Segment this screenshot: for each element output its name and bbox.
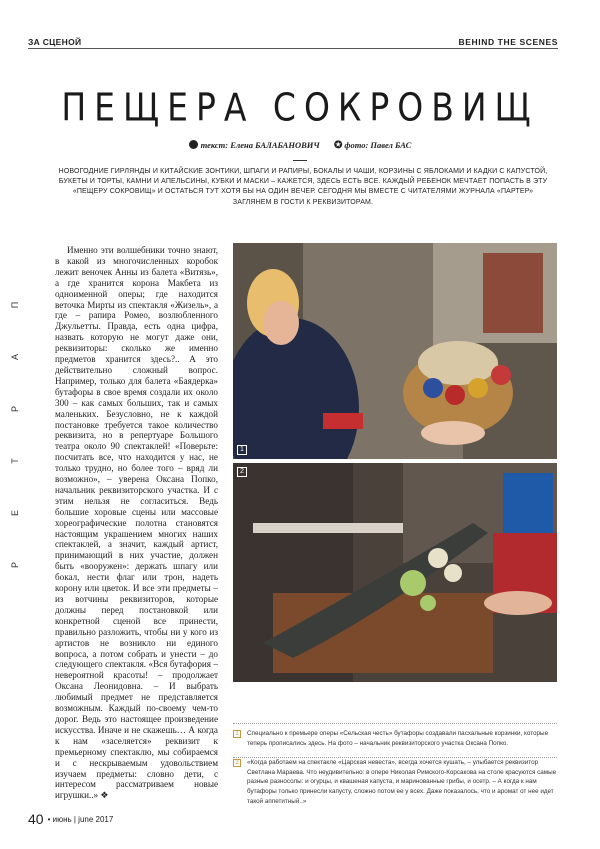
- text-credit: текст: Елена БАЛАБАНОВИЧ: [200, 140, 320, 150]
- article-body: Именно эти волшебники точно знают, в какой из многочисленных коробок лежит веночек Анны из балета «Витязь», а где хранится корона Макбета из одноименной оперы; где находится веточка Мирты из спектакля «Жизель», а где – рапира Ромео, возлюбленного Джульетты. Правда, есть одна цифра, назвать которую не могут даже они, реквизиторы: сколько же именно предметов хранится здесь?.. А это действительно сложный вопрос. Например, только для балета «Баядерка» бутафоры в свое время создали их около 300 – как самых больших, так и самых маленьких. Безусловно, не к каждой постановке требуется такое количество реквизита, но в репертуаре Большого театра около 90 спектаклей! «Поверьте: посчитать все, что находится у нас, не только трудно, но более того – вряд ли возможно», – уверена Оксана Попко, начальник реквизиторского участка. И с этим нельзя не согласиться. Ведь большие хоровые сцены или массовые хореографические полотна становятся настоящим украшением многих наших спектаклей, а значит, каждый артист, принимающий в них участие, должен быть «вооружен»: держать шпагу или бокал, нести флаг или трон, надеть корону или цветок. И все эти предметы – из вотчины реквизиторов, которые должны перед постановкой или конкретной сценой все принести, правильно разложить, чтобы ни у кого из артистов не возникло ни единого вопроса, а потом собрать и унести – до следующего спектакля. «Вся бутафория – невероятной красоты! – продолжает Оксана Леонидовна. – И выбрать любимый предмет не представляется возможным. Каждый по-своему чем-то дорог. Ведь это настоящее произведение искусства. Иначе и не скажешь… А когда к нам «заселяется» реквизит к премьерному спектаклю, мы собираемся и с нескрываемым удовольствием изучаем предметы: словно дети, с интересом рассматриваем новые игрушки..» ❖: [55, 245, 218, 800]
- photo-easter-baskets: [233, 243, 557, 459]
- caption-item: [233, 729, 557, 748]
- vertical-letter: А: [9, 353, 20, 361]
- vertical-letter: Е: [9, 509, 20, 517]
- magazine-vertical-label: [9, 300, 21, 570]
- caption-divider: [233, 723, 557, 724]
- header-divider: [28, 48, 558, 49]
- article-credits: [0, 140, 600, 151]
- credits-divider: [293, 160, 307, 161]
- section-label-en: BEHIND THE SCENES: [458, 37, 558, 47]
- page-footer: [28, 811, 113, 827]
- vertical-letter: П: [10, 301, 20, 309]
- photo-2-illustration: [233, 463, 557, 682]
- caption-text: Специально к премьере оперы «Сельская честь» бутафоры создавали пасхальные корзинки, которые теперь прописались здесь. На фото – начальник реквизиторского участка Оксана Попко.: [247, 730, 549, 747]
- caption-number: 1: [233, 730, 241, 738]
- issue-date: • июнь | june 2017: [47, 815, 114, 824]
- article-title: ПЕЩЕРА СОКРОВИЩ: [61, 85, 539, 130]
- photo-credit: фото: Павел БАС: [344, 140, 412, 150]
- vertical-letter: Р: [9, 561, 20, 569]
- page-number: 40: [28, 811, 44, 827]
- caption-number: 2: [233, 759, 241, 767]
- photo-captions: [233, 729, 557, 816]
- section-label-ru: ЗА СЦЕНОЙ: [28, 37, 82, 47]
- vertical-letter: Р: [9, 405, 20, 413]
- photo-sturgeon-prop: [233, 463, 557, 682]
- photo-number-badge: 2: [237, 467, 247, 477]
- caption-text: «Когда работаем на спектакле «Царская невеста», всегда хочется кушать, – улыбается реквизитор Светлана Мараева. Что неудивительно: в опере Николая Римского-Корсакова на столе красуются самые разные разносолы: и огурцы, и квашеная капуста, и маринованные грибы, и осетр. – А когда к нам бутафоры только принесли капусту, сложно потом ее у всех. Даже показалось, что и аромат от нее идет такой аппетитный..»: [247, 759, 557, 805]
- vertical-letter: Т: [10, 458, 20, 464]
- photo-1-illustration: [233, 243, 557, 459]
- camera-icon: ✪: [333, 140, 343, 151]
- article-lead: НОВОГОДНИЕ ГИРЛЯНДЫ И КИТАЙСКИЕ ЗОНТИКИ, ШПАГИ И РАПИРЫ, БОКАЛЫ И ЧАШИ, КОРЗИНЫ С ЯБЛОКАМИ И КАДКИ С КАПУСТОЙ, БУКЕТЫ И ТОРТЫ, КАМНИ И АПЕЛЬСИНЫ, КУБКИ И МАСКИ – КАЖЕТСЯ, ЗДЕСЬ ЕСТЬ ВСЕ. КАЖДЫЙ РЕБЕНОК МЕЧТАЕТ ПОПАСТЬ В ЭТУ «ПЕЩЕРУ СОКРОВИЩ» И ОСТАТЬСЯ ТУТ ХОТЯ БЫ НА ОДИН ВЕЧЕР. СЕГОДНЯ МЫ ВМЕСТЕ С ЧИТАТЕЛЯМИ ЖУРНАЛА «ПАРТЕР» ЗАГЛЯНЕМ В ГОСТИ К РЕКВИЗИТОРАМ.: [58, 168, 548, 206]
- photo-number-badge: 1: [237, 445, 247, 455]
- caption-item: [233, 758, 557, 806]
- pen-icon: [189, 140, 198, 149]
